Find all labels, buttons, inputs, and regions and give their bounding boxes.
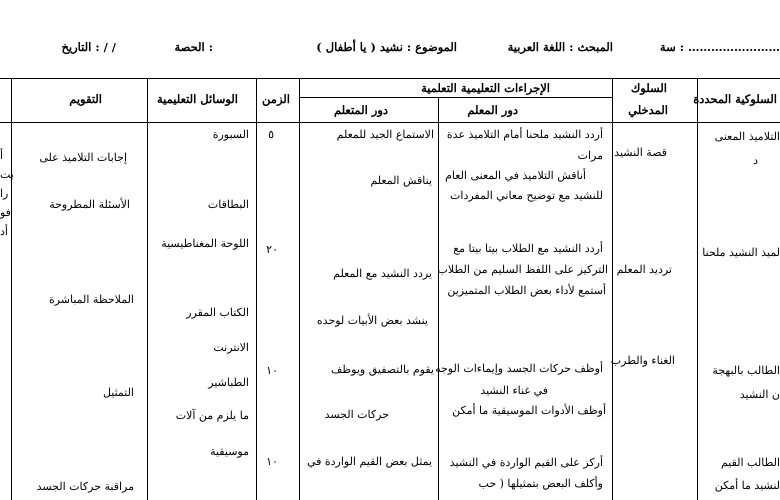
teacher-line: مرات <box>577 149 603 162</box>
learner-line: الاستماع الجيد للمعلم <box>336 128 434 141</box>
learner-line: يقوم بالتصفيق ويوظف <box>331 363 434 376</box>
time-value: ٢٠ <box>266 243 278 256</box>
topic-label: الموضوع : نشيد ( يا أطفال ) <box>316 40 457 54</box>
entry-item: قصة النشيد <box>614 146 667 159</box>
entry-item: الغناء والطرب <box>610 354 675 367</box>
teacher-line: أوظف حركات الجسد وإيماءات الوجه <box>435 362 603 375</box>
learner-line: ينشد بعض الأبيات لوحده <box>316 314 428 327</box>
aid-item: موسيقية <box>210 445 249 458</box>
entry-item: ترديد المعلم <box>616 263 672 276</box>
aid-item: السبورة <box>212 128 249 141</box>
learner-line: يناقش المعلم <box>370 174 432 187</box>
behavioral-line: ن النشيد <box>739 388 780 401</box>
header-procedures: الإجراءات التعليمية التعلمية <box>421 81 550 95</box>
note-fragment: أد <box>0 225 8 238</box>
behavioral-line: لميذ النشيد ملحنا <box>702 246 780 259</box>
learner-line: حركات الجسد <box>324 408 389 421</box>
teacher-line: التركيز على اللفظ السليم من الطلاب <box>437 263 608 276</box>
behavioral-line: الطالب القيم <box>720 456 780 469</box>
header-learner-role: دور المتعلم <box>333 103 388 117</box>
subject-label: المبحث : اللغة العربية <box>507 40 613 54</box>
aid-item: البطاقات <box>207 198 249 211</box>
aid-item: ما يلزم من آلات <box>175 409 249 422</box>
period-label: الحصة : <box>174 40 213 54</box>
learner-line: يمثل بعض القيم الواردة في <box>306 455 432 468</box>
aid-item: اللوحة المغناطيسية <box>161 237 249 250</box>
header-aids: الوسائل التعليمية <box>157 92 238 106</box>
note-fragment: را <box>0 187 9 200</box>
behavioral-line: د <box>753 154 758 167</box>
behavioral-line: التلاميذ المعنى <box>714 130 780 143</box>
date-label: التاريخ : / / <box>61 40 116 54</box>
time-value: ١٠ <box>266 455 278 468</box>
teacher-line: أردد النشيد ملحنا أمام التلاميذ عدة <box>446 128 603 141</box>
learner-line: يردد النشيد مع المعلم <box>333 267 432 280</box>
header-evaluation: التقويم <box>69 92 102 106</box>
evaluation-line: الملاحظة المباشرة <box>48 293 134 306</box>
evaluation-line: إجابات التلاميذ على <box>39 151 127 164</box>
note-fragment: فو <box>0 206 11 219</box>
aid-item: الطباشير <box>208 376 249 389</box>
time-value: ٥ <box>268 128 274 141</box>
aid-item: الانترنت <box>213 341 249 354</box>
behavioral-line: الطالب بالبهجة <box>712 364 780 377</box>
teacher-line: أركز على القيم الواردة في النشيد <box>449 456 603 469</box>
teacher-line: أناقش التلاميذ في المعنى العام <box>445 169 586 182</box>
header-entry-line2: المدخلي <box>628 103 668 117</box>
header-time: الزمن <box>262 92 290 106</box>
school-label: سة : …………………… <box>659 40 780 54</box>
teacher-line: في غناء النشيد <box>480 384 548 397</box>
teacher-line: للنشيد مع توضيح معاني المفردات <box>450 189 603 202</box>
header-behavioral: السلوكية المحددة <box>693 92 777 106</box>
note-fragment: بت <box>0 168 14 181</box>
time-value: ١٠ <box>266 364 278 377</box>
evaluation-line: الأسئلة المطروحة <box>49 198 130 211</box>
evaluation-line: التمثيل <box>102 386 134 399</box>
header-entry-line1: السلوك <box>630 81 667 95</box>
teacher-line: أستمع لأداء بعض الطلاب المتميزين <box>447 284 606 297</box>
teacher-line: أوظف الأدوات الموسيقية ما أمكن <box>452 404 606 417</box>
teacher-line: أردد النشيد مع الطلاب بيتا بيتا مع <box>453 242 603 255</box>
note-fragment: أ <box>0 149 4 162</box>
behavioral-line: لنشيد ما أمكن <box>714 479 780 492</box>
aid-item: الكتاب المقرر <box>186 306 249 319</box>
header-teacher-role: دور المعلم <box>467 103 518 117</box>
evaluation-line: مراقبة حركات الجسد <box>36 480 134 493</box>
teacher-line: وأكلف البعض بتمثيلها ( حب <box>478 477 603 490</box>
